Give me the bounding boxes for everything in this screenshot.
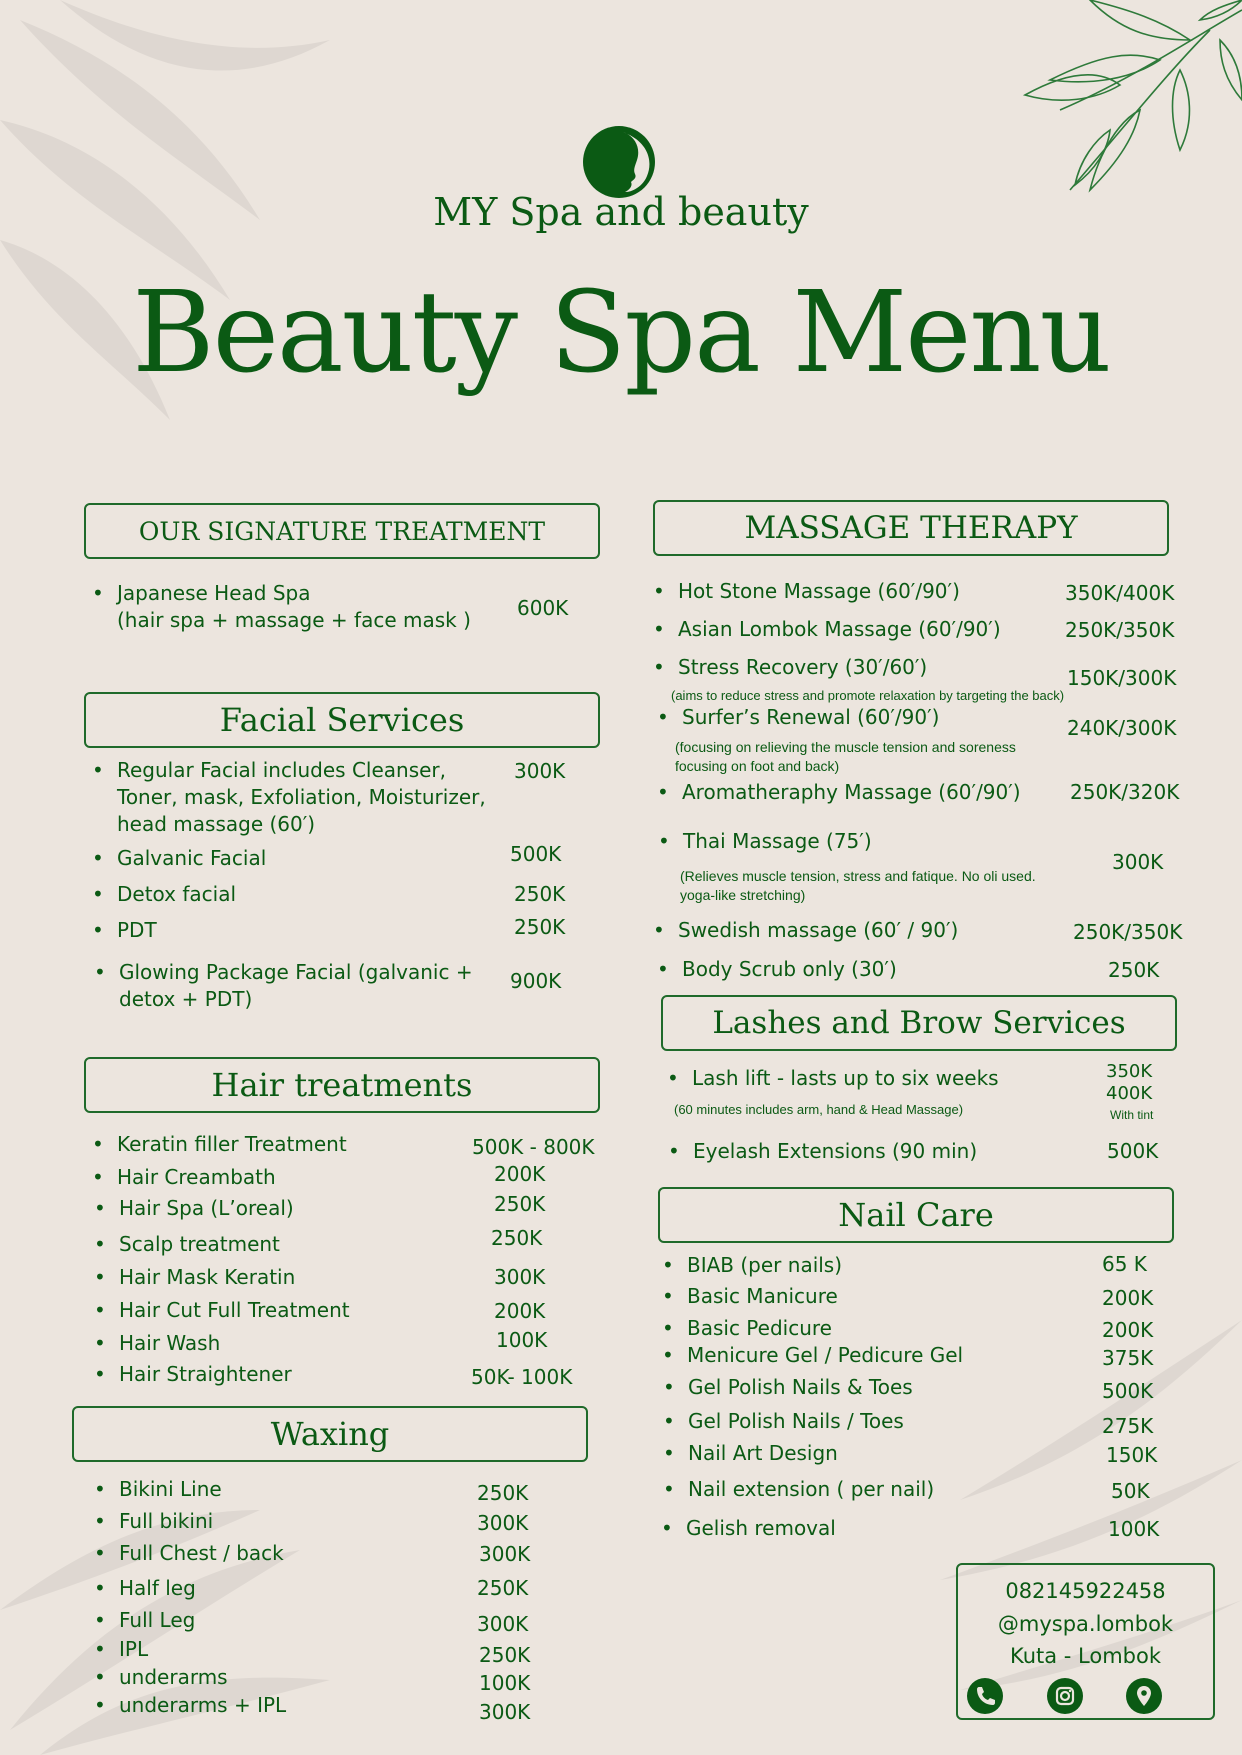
item-name: underarms + IPL xyxy=(119,1693,287,1717)
list-item xyxy=(94,1608,196,1632)
bullet-icon: • xyxy=(94,1362,106,1386)
item-name: Menicure Gel / Pedicure Gel xyxy=(687,1343,964,1367)
item-price: 600K xyxy=(517,596,569,620)
bullet-icon: • xyxy=(92,846,104,870)
item-price: 150K xyxy=(1106,1443,1158,1467)
item-name: Nail Art Design xyxy=(688,1441,838,1465)
brand-name: MY Spa and beauty xyxy=(433,190,809,234)
item-name: Detox facial xyxy=(117,882,237,906)
list-item xyxy=(661,1516,836,1540)
waxing-heading: Waxing xyxy=(72,1406,588,1462)
bullet-icon: • xyxy=(667,1066,679,1090)
item-detail: (hair spa + massage + face mask ) xyxy=(117,608,471,632)
item-price: 250K xyxy=(491,1226,543,1250)
item-price: 240K/300K xyxy=(1067,716,1177,740)
bullet-icon: • xyxy=(94,1541,106,1565)
list-item xyxy=(653,918,959,942)
item-name: Gel Polish Nails / Toes xyxy=(688,1409,904,1433)
hair-heading: Hair treatments xyxy=(84,1057,600,1113)
item-price: 500K - 800K xyxy=(472,1135,595,1159)
item-name: Thai Massage (75′) xyxy=(683,829,872,853)
item-name: Eyelash Extensions (90 min) xyxy=(693,1139,978,1163)
item-price: 250K xyxy=(514,882,566,906)
item-price: 500K xyxy=(1107,1139,1159,1163)
list-item xyxy=(663,1477,935,1501)
item-name: Hair Wash xyxy=(119,1331,221,1355)
bullet-icon: • xyxy=(662,1343,674,1367)
bullet-icon: • xyxy=(662,1284,674,1308)
item-name: Basic Pedicure xyxy=(687,1316,832,1340)
list-item xyxy=(94,1665,228,1689)
bullet-icon: • xyxy=(94,1608,106,1632)
woman-silhouette-logo-icon xyxy=(583,126,655,198)
bullet-icon: • xyxy=(657,705,669,729)
item-price: 100K xyxy=(1108,1517,1160,1541)
item-price: 150K/300K xyxy=(1067,666,1177,690)
bullet-icon: • xyxy=(662,1316,674,1340)
item-price: 300K xyxy=(477,1511,529,1535)
item-name: Full bikini xyxy=(119,1509,214,1533)
list-item xyxy=(663,1441,838,1465)
bullet-icon: • xyxy=(663,1409,675,1433)
item-name: Bikini Line xyxy=(119,1477,222,1501)
item-price: 250K xyxy=(477,1576,529,1600)
bullet-icon: • xyxy=(94,1509,106,1533)
list-item xyxy=(662,1316,832,1340)
item-price: 300K xyxy=(477,1612,529,1636)
bullet-icon: • xyxy=(94,1196,106,1220)
item-name: Surfer’s Renewal (60′/90′) xyxy=(682,705,940,729)
item-name: Toner, mask, Exfoliation, Moisturizer, xyxy=(117,785,486,809)
list-item xyxy=(658,829,872,853)
item-price: 250K xyxy=(1108,958,1160,982)
list-item xyxy=(653,579,960,603)
item-name: Keratin filler Treatment xyxy=(117,1132,347,1156)
nails-heading: Nail Care xyxy=(658,1187,1174,1243)
item-name: Body Scrub only (30′) xyxy=(682,957,897,981)
item-name: Galvanic Facial xyxy=(117,846,267,870)
item-price: 100K xyxy=(479,1671,531,1695)
list-item xyxy=(94,1196,294,1220)
bullet-icon: • xyxy=(653,918,665,942)
item-name: detox + PDT) xyxy=(119,987,253,1011)
item-price: 250K/320K xyxy=(1070,780,1180,804)
location-icon[interactable] xyxy=(1126,1678,1162,1714)
item-price: 250K/350K xyxy=(1073,920,1183,944)
item-price: 250K/350K xyxy=(1065,618,1175,642)
contact-phone[interactable]: 082145922458 xyxy=(1005,1579,1166,1603)
bullet-icon: • xyxy=(92,581,104,605)
list-item xyxy=(662,1343,964,1367)
bullet-icon: • xyxy=(653,617,665,641)
item-price: 250K xyxy=(494,1192,546,1216)
item-price: 275K xyxy=(1102,1414,1154,1438)
list-item xyxy=(653,655,928,679)
item-name: Hair Cut Full Treatment xyxy=(119,1298,350,1322)
bullet-icon: • xyxy=(94,1693,106,1717)
item-name: Regular Facial includes Cleanser, xyxy=(117,758,447,782)
item-price: 400K xyxy=(1106,1083,1153,1104)
item-name: Stress Recovery (30′/60′) xyxy=(678,655,928,679)
item-note: With tint xyxy=(1110,1108,1154,1122)
item-name: Half leg xyxy=(119,1576,196,1600)
list-item xyxy=(92,882,237,906)
item-name: Basic Manicure xyxy=(687,1284,838,1308)
bullet-icon: • xyxy=(94,1232,106,1256)
contact-box xyxy=(956,1563,1215,1720)
list-item xyxy=(657,705,940,729)
item-price: 500K xyxy=(1102,1379,1154,1403)
list-item xyxy=(92,846,267,870)
list-item xyxy=(94,1298,350,1322)
list-item xyxy=(668,1139,978,1163)
item-note: (aims to reduce stress and promote relaxation by targeting the back) xyxy=(671,688,1065,703)
item-price: 250K xyxy=(477,1481,529,1505)
item-name: BIAB (per nails) xyxy=(687,1253,843,1277)
item-price: 50K- 100K xyxy=(471,1365,573,1389)
page-title: Beauty Spa Menu xyxy=(132,268,1110,398)
lashes-heading: Lashes and Brow Services xyxy=(661,995,1177,1051)
bullet-icon: • xyxy=(92,1132,104,1156)
item-name: Hair Mask Keratin xyxy=(119,1265,296,1289)
item-price: 300K xyxy=(1112,850,1164,874)
item-name: Asian Lombok Massage (60′/90′) xyxy=(678,617,1001,641)
list-item xyxy=(94,959,473,1013)
list-item xyxy=(653,617,1001,641)
massage-heading: MASSAGE THERAPY xyxy=(653,500,1169,556)
contact-location[interactable]: Kuta - Lombok xyxy=(1009,1644,1162,1668)
phone-icon[interactable] xyxy=(967,1678,1003,1714)
list-item xyxy=(657,957,897,981)
list-item xyxy=(663,1375,913,1399)
list-item xyxy=(94,1265,296,1289)
bullet-icon: • xyxy=(94,1298,106,1322)
item-name: Nail extension ( per nail) xyxy=(688,1477,935,1501)
list-item xyxy=(92,918,157,942)
bullet-icon: • xyxy=(662,1253,674,1277)
item-price: 350K/400K xyxy=(1065,581,1175,605)
bullet-icon: • xyxy=(92,1165,104,1189)
item-price: 200K xyxy=(1102,1286,1154,1310)
item-name: Scalp treatment xyxy=(119,1232,280,1256)
bullet-icon: • xyxy=(661,1516,673,1540)
signature-heading: OUR SIGNATURE TREATMENT xyxy=(84,503,600,559)
bullet-icon: • xyxy=(94,1265,106,1289)
bullet-icon: • xyxy=(92,918,104,942)
bullet-icon: • xyxy=(94,1665,106,1689)
bullet-icon: • xyxy=(92,758,104,782)
list-item xyxy=(92,1165,276,1189)
item-note: (focusing on relieving the muscle tension and soreness focusing on foot and back) xyxy=(675,739,1016,774)
item-name: PDT xyxy=(117,918,157,942)
item-price: 200K xyxy=(1102,1318,1154,1342)
contact-instagram[interactable]: @myspa.lombok xyxy=(997,1612,1174,1636)
item-price: 300K xyxy=(479,1542,531,1566)
item-price: 375K xyxy=(1102,1346,1154,1370)
list-item xyxy=(94,1331,221,1355)
leaf-shadow-decoration xyxy=(0,0,380,480)
item-name: Hot Stone Massage (60′/90′) xyxy=(678,579,960,603)
item-name: Hair Spa (L’oreal) xyxy=(119,1196,294,1220)
list-item xyxy=(667,1066,999,1090)
instagram-icon[interactable] xyxy=(1047,1678,1083,1714)
item-note: (60 minutes includes arm, hand & Head Massage) xyxy=(674,1102,964,1117)
bullet-icon: • xyxy=(657,780,669,804)
leaf-branch-decoration xyxy=(1020,0,1242,195)
item-name: Lash lift - lasts up to six weeks xyxy=(692,1066,999,1090)
item-name: head massage (60′) xyxy=(117,812,316,836)
item-name: IPL xyxy=(119,1637,149,1661)
item-price: 900K xyxy=(510,969,562,993)
bullet-icon: • xyxy=(663,1375,675,1399)
item-note: (Relieves muscle tension, stress and fatique. No oli used. yoga-like stretching) xyxy=(680,868,1036,903)
bullet-icon: • xyxy=(94,1637,106,1661)
item-price: 50K xyxy=(1111,1479,1150,1503)
list-item xyxy=(94,1362,292,1386)
item-name: Hair Straightener xyxy=(119,1362,292,1386)
item-price: 350K xyxy=(1106,1061,1153,1082)
bullet-icon: • xyxy=(663,1477,675,1501)
item-name: Gelish removal xyxy=(686,1516,836,1540)
bullet-icon: • xyxy=(94,1331,106,1355)
item-name: Glowing Package Facial (galvanic + xyxy=(119,960,473,984)
bullet-icon: • xyxy=(653,579,665,603)
item-price: 250K xyxy=(514,915,566,939)
item-name: Hair Creambath xyxy=(117,1165,276,1189)
item-price: 500K xyxy=(510,842,562,866)
bullet-icon: • xyxy=(94,960,106,984)
bullet-icon: • xyxy=(653,655,665,679)
item-price: 300K xyxy=(494,1265,546,1289)
list-item xyxy=(92,1132,347,1156)
list-item xyxy=(94,1541,284,1565)
list-item xyxy=(662,1284,838,1308)
list-item xyxy=(657,780,1021,804)
list-item xyxy=(663,1409,904,1433)
item-price: 200K xyxy=(494,1162,546,1186)
item-name: Japanese Head Spa xyxy=(117,581,311,605)
bullet-icon: • xyxy=(94,1477,106,1501)
bullet-icon: • xyxy=(657,957,669,981)
item-name: underarms xyxy=(119,1665,228,1689)
list-item xyxy=(92,580,471,634)
item-name: Gel Polish Nails & Toes xyxy=(688,1375,913,1399)
item-price: 200K xyxy=(494,1299,546,1323)
item-name: Full Chest / back xyxy=(119,1541,284,1565)
list-item xyxy=(94,1693,287,1717)
list-item xyxy=(662,1253,843,1277)
list-item xyxy=(94,1637,149,1661)
list-item xyxy=(92,757,486,838)
facial-heading: Facial Services xyxy=(84,692,600,748)
item-price: 300K xyxy=(479,1700,531,1724)
bullet-icon: • xyxy=(92,882,104,906)
item-price: 100K xyxy=(496,1328,548,1352)
bullet-icon: • xyxy=(663,1441,675,1465)
item-price: 65 K xyxy=(1102,1252,1147,1276)
item-name: Swedish massage (60′ / 90′) xyxy=(678,918,959,942)
list-item xyxy=(94,1477,222,1501)
bullet-icon: • xyxy=(658,829,670,853)
list-item xyxy=(94,1232,280,1256)
item-name: Aromatheraphy Massage (60′/90′) xyxy=(682,780,1021,804)
bullet-icon: • xyxy=(668,1139,680,1163)
list-item xyxy=(94,1576,196,1600)
item-name: Full Leg xyxy=(119,1608,196,1632)
item-price: 250K xyxy=(479,1643,531,1667)
item-price: 300K xyxy=(514,759,566,783)
bullet-icon: • xyxy=(94,1576,106,1600)
list-item xyxy=(94,1509,214,1533)
